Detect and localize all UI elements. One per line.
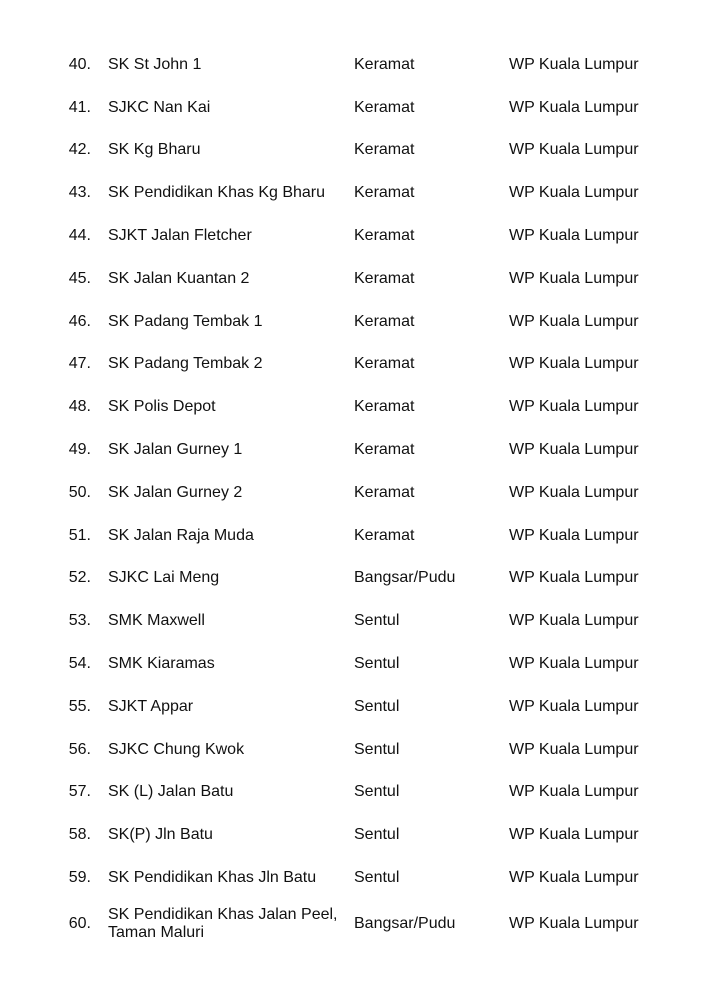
row-number: 59. <box>68 869 91 887</box>
row-number: 56. <box>68 740 91 758</box>
table-row <box>56 129 656 172</box>
row-number: 51. <box>68 526 91 544</box>
row-number: 55. <box>68 697 91 715</box>
school-name: SMK Maxwell <box>108 612 205 630</box>
state: WP Kuala Lumpur <box>509 526 639 544</box>
school-name: SK Kg Bharu <box>108 141 201 159</box>
state: WP Kuala Lumpur <box>509 55 639 73</box>
table-row <box>56 642 656 685</box>
row-number: 58. <box>68 826 91 844</box>
school-list-table <box>56 43 656 949</box>
school-name: SJKC Chung Kwok <box>108 740 245 758</box>
school-name: SK Jalan Gurney 1 <box>108 441 243 459</box>
row-number: 53. <box>68 612 91 630</box>
row-number: 40. <box>68 55 91 73</box>
table-row <box>56 599 656 642</box>
table-row <box>56 728 656 771</box>
table-row <box>56 428 656 471</box>
state: WP Kuala Lumpur <box>509 398 639 416</box>
row-number: 52. <box>68 569 91 587</box>
row-number: 42. <box>68 141 91 159</box>
state: WP Kuala Lumpur <box>509 141 639 159</box>
row-number: 60. <box>68 915 91 933</box>
row-number: 54. <box>68 655 91 673</box>
zone: Sentul <box>354 826 400 844</box>
zone: Keramat <box>354 526 415 544</box>
table-row <box>56 343 656 386</box>
zone: Sentul <box>354 869 400 887</box>
state: WP Kuala Lumpur <box>509 441 639 459</box>
row-number: 45. <box>68 269 91 287</box>
table-row <box>56 171 656 214</box>
table-row <box>56 86 656 129</box>
zone: Bangsar/Pudu <box>354 569 456 587</box>
row-number: 47. <box>68 355 91 373</box>
state: WP Kuala Lumpur <box>509 569 639 587</box>
state: WP Kuala Lumpur <box>509 740 639 758</box>
zone: Keramat <box>354 441 415 459</box>
table-row <box>56 214 656 257</box>
table-row <box>56 514 656 557</box>
zone: Keramat <box>354 141 415 159</box>
school-name: SK Padang Tembak 2 <box>108 355 263 373</box>
school-name: SK Pendidikan Khas Kg Bharu <box>108 184 326 202</box>
school-name: SK Polis Depot <box>108 398 216 416</box>
school-name: SK Jalan Kuantan 2 <box>108 269 250 287</box>
table-row <box>56 43 656 86</box>
row-number: 48. <box>68 398 91 416</box>
school-name: SJKT Appar <box>108 697 194 715</box>
school-name: SK (L) Jalan Batu <box>108 783 234 801</box>
zone: Keramat <box>354 312 415 330</box>
zone: Keramat <box>354 55 415 73</box>
table-row <box>56 771 656 814</box>
state: WP Kuala Lumpur <box>509 612 639 630</box>
zone: Sentul <box>354 740 400 758</box>
school-name: SK Pendidikan Khas Jalan Peel, Taman Maluri <box>108 905 338 941</box>
school-name: SK Jalan Raja Muda <box>108 526 254 544</box>
row-number: 41. <box>68 98 91 116</box>
zone: Keramat <box>354 184 415 202</box>
state: WP Kuala Lumpur <box>509 869 639 887</box>
school-name: SK(P) Jln Batu <box>108 826 213 844</box>
row-number: 43. <box>68 184 91 202</box>
school-name: SK Jalan Gurney 2 <box>108 483 243 501</box>
state: WP Kuala Lumpur <box>509 655 639 673</box>
zone: Keramat <box>354 269 415 287</box>
row-number: 49. <box>68 441 91 459</box>
zone: Keramat <box>354 355 415 373</box>
table-row <box>56 856 656 899</box>
zone: Sentul <box>354 612 400 630</box>
school-name: SMK Kiaramas <box>108 655 215 673</box>
state: WP Kuala Lumpur <box>509 483 639 501</box>
zone: Keramat <box>354 398 415 416</box>
state: WP Kuala Lumpur <box>509 783 639 801</box>
zone: Keramat <box>354 98 415 116</box>
state: WP Kuala Lumpur <box>509 269 639 287</box>
school-name: SK Padang Tembak 1 <box>108 312 263 330</box>
table-row <box>56 899 656 949</box>
state: WP Kuala Lumpur <box>509 227 639 245</box>
table-row <box>56 257 656 300</box>
state: WP Kuala Lumpur <box>509 826 639 844</box>
state: WP Kuala Lumpur <box>509 355 639 373</box>
table-row <box>56 300 656 343</box>
table-row <box>56 685 656 728</box>
school-name: SJKC Nan Kai <box>108 98 211 116</box>
school-name: SK Pendidikan Khas Jln Batu <box>108 869 317 887</box>
state: WP Kuala Lumpur <box>509 697 639 715</box>
zone: Bangsar/Pudu <box>354 915 456 933</box>
school-name: SK St John 1 <box>108 55 202 73</box>
school-name: SJKT Jalan Fletcher <box>108 227 252 245</box>
state: WP Kuala Lumpur <box>509 915 639 933</box>
row-number: 57. <box>68 783 91 801</box>
row-number: 50. <box>68 483 91 501</box>
table-row <box>56 471 656 514</box>
school-name: SJKC Lai Meng <box>108 569 220 587</box>
zone: Sentul <box>354 655 400 673</box>
table-row <box>56 385 656 428</box>
state: WP Kuala Lumpur <box>509 312 639 330</box>
row-number: 44. <box>68 227 91 245</box>
table-row <box>56 813 656 856</box>
zone: Keramat <box>354 227 415 245</box>
table-row <box>56 557 656 600</box>
state: WP Kuala Lumpur <box>509 98 639 116</box>
state: WP Kuala Lumpur <box>509 184 639 202</box>
zone: Sentul <box>354 783 400 801</box>
zone: Keramat <box>354 483 415 501</box>
row-number: 46. <box>68 312 91 330</box>
zone: Sentul <box>354 697 400 715</box>
